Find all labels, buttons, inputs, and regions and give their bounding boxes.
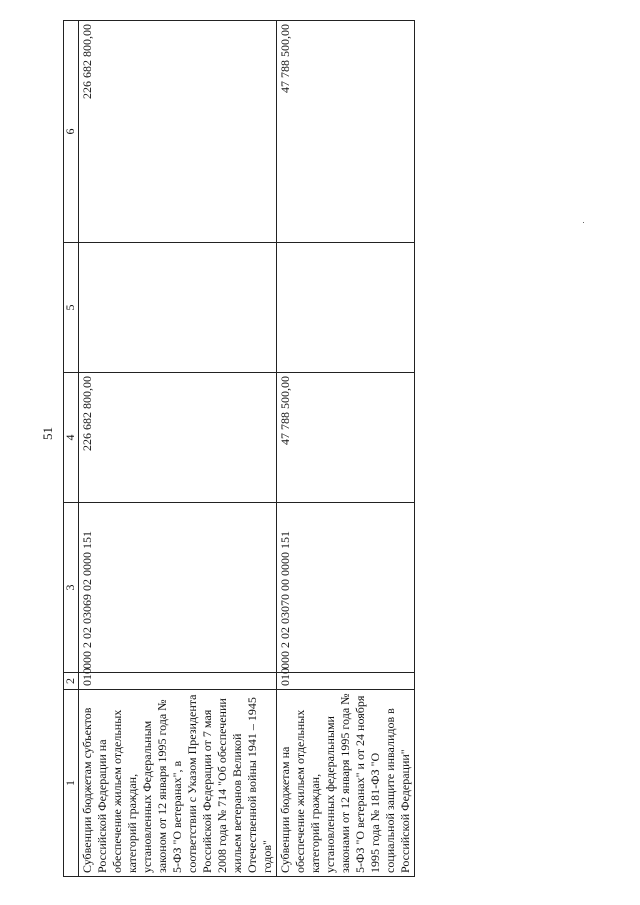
row-value-col6: 47 788 500,00 bbox=[277, 21, 415, 243]
row-description: Субвенции бюджетам на обеспечение жильем отдельных категорий граждан, установленных федеральными законами от 12 января 1995 года № 5-ФЗ "О ветеранах" и от 24 ноября 1995 года № 181-ФЗ "О социальной защите инвалидов в Российской Федерации" bbox=[277, 690, 415, 877]
column-header-4: 4 bbox=[64, 373, 79, 503]
column-header-2: 2 bbox=[64, 673, 79, 690]
row-value-col5 bbox=[79, 243, 277, 373]
budget-table bbox=[63, 20, 415, 877]
page-number: 51 bbox=[40, 427, 55, 440]
rotated-table-container bbox=[63, 21, 412, 877]
column-header-1: 1 bbox=[64, 690, 79, 877]
table-row bbox=[277, 21, 415, 877]
row-admin-code: 010 bbox=[79, 673, 277, 690]
row-description: Субвенции бюджетам субъектов Российской Федерации на обеспечение жильем отдельных категорий граждан, установленных Федеральным законом от 12 января 1995 года № 5-ФЗ "О ветеранах", в соответствии с Указом Президента Российской Федерации от 7 мая 2008 года № 714 "Об обеспечении жильем ветеранов Великой Отечественной войны 1941 – 1945 годов" bbox=[79, 690, 277, 877]
table-header-row bbox=[64, 21, 79, 877]
row-budget-code: 000 2 02 03069 02 0000 151 bbox=[79, 503, 277, 673]
row-value-col4: 226 682 800,00 bbox=[79, 373, 277, 503]
row-admin-code: 010 bbox=[277, 673, 415, 690]
row-value-col5 bbox=[277, 243, 415, 373]
column-header-5: 5 bbox=[64, 243, 79, 373]
scan-speck bbox=[583, 222, 584, 223]
row-value-col6: 226 682 800,00 bbox=[79, 21, 277, 243]
column-header-6: 6 bbox=[64, 21, 79, 243]
table-row bbox=[79, 21, 277, 877]
row-value-col4: 47 788 500,00 bbox=[277, 373, 415, 503]
row-budget-code: 000 2 02 03070 00 0000 151 bbox=[277, 503, 415, 673]
column-header-3: 3 bbox=[64, 503, 79, 673]
